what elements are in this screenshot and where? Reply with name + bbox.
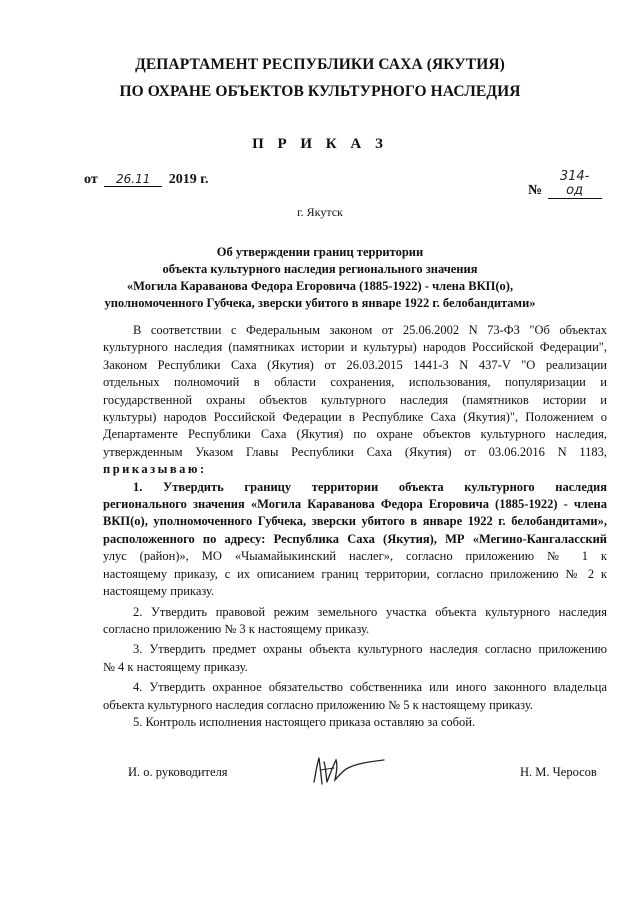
preamble-line: утвержденным Указом Главы Республики Саха (Якутия) от 03.06.2016 N 1183, [103, 444, 607, 459]
order-title: П Р И К А З [252, 136, 388, 152]
item-1-line: улус (район)», МО «Чыамайыкинский наслег», согласно приложению № 1 к [103, 549, 607, 564]
item-1-line: 1. Утвердить границу территории объекта культурного наследия [133, 479, 607, 494]
order-number [528, 170, 602, 199]
date-suffix: 2019 г. [168, 172, 209, 187]
preamble-line: культурного наследия (памятниках истории и культуры) народов Российской Федерации", [103, 340, 607, 355]
preamble-line: Законом Республики Саха (Якутия) от 26.03.2015 1441-З N 437-V "О реализации [103, 357, 607, 372]
item-1-line: регионального значения «Могила Караванова Федора Егоровича (1885-1922) - члена [103, 497, 607, 512]
order-body [103, 322, 607, 731]
order-date [84, 172, 208, 188]
date-prefix: от [84, 172, 98, 187]
item-1-line: ВКП(о), уполномоченного Губчека, зверски убитого в январе 1922 г. белобандитами», [103, 514, 607, 529]
number-handwritten: 314-од [548, 170, 602, 199]
order-subject [0, 244, 640, 312]
subject-line: «Могила Караванова Федора Егоровича (1885-1922) - члена ВКП(о), [126, 279, 514, 293]
preamble-line: государственной охраны объектов культурного наследия (памятников истории и [103, 392, 607, 407]
item-1-line: настоящему приказу, с их описанием границ территории, согласно приложению № 2 к [103, 566, 607, 581]
subject-line: объекта культурного наследия регионального значения [162, 262, 478, 276]
preamble-line: отдельных полномочий в области сохранения, использования, популяризации и [103, 375, 607, 390]
preamble-line: Департаменте Республики Саха (Якутия) по охране объектов культурного наследия, [103, 427, 607, 442]
subject-line: уполномоченного Губчека, зверски убитого в январе 1922 г. белобандитами» [104, 296, 536, 310]
department-name-line1: ДЕПАРТАМЕНТ РЕСПУБЛИКИ САХА (ЯКУТИЯ) [135, 56, 505, 73]
item-2-line: согласно приложению № 3 к настоящему приказу. [103, 621, 370, 636]
preamble-line: культуры) народов Российской Федерации в Республике Саха (Якутия)", Положением о [103, 410, 607, 425]
department-name-line2: ПО ОХРАНЕ ОБЪЕКТОВ КУЛЬТУРНОГО НАСЛЕДИЯ [119, 83, 521, 100]
city: г. Якутск [297, 205, 343, 219]
number-prefix: № [528, 183, 543, 198]
signatory-position: И. о. руководителя [128, 765, 228, 779]
item-5-line: 5. Контроль исполнения настоящего приказа оставляю за собой. [133, 714, 476, 729]
item-4-line: 4. Утвердить охранное обязательство собственника или иного законного владельца [133, 680, 607, 695]
item-2-line: 2. Утвердить правовой режим земельного участка объекта культурного наследия [133, 604, 607, 619]
item-4-line: объекта культурного наследия согласно приложению № 5 к настоящему приказу. [103, 697, 533, 712]
item-3-line: № 4 к настоящему приказу. [103, 659, 248, 674]
date-handwritten: 26.11 [104, 172, 162, 187]
item-3-line: 3. Утвердить предмет охраны объекта культурного наследия согласно приложению [133, 642, 607, 657]
item-1-line: настоящему приказу. [103, 584, 215, 599]
subject-line: Об утверждении границ территории [216, 245, 424, 259]
handwritten-signature [308, 752, 388, 792]
signatory-name: Н. М. Черосов [520, 765, 597, 779]
item-1-line: расположенного по адресу: Республика Саха (Якутия), МР «Мегино-Кангаласский [103, 531, 607, 546]
order-directive: приказываю: [103, 462, 207, 477]
preamble-line: В соответствии с Федеральным законом от 25.06.2002 N 73-ФЗ "Об объектах [133, 323, 607, 337]
